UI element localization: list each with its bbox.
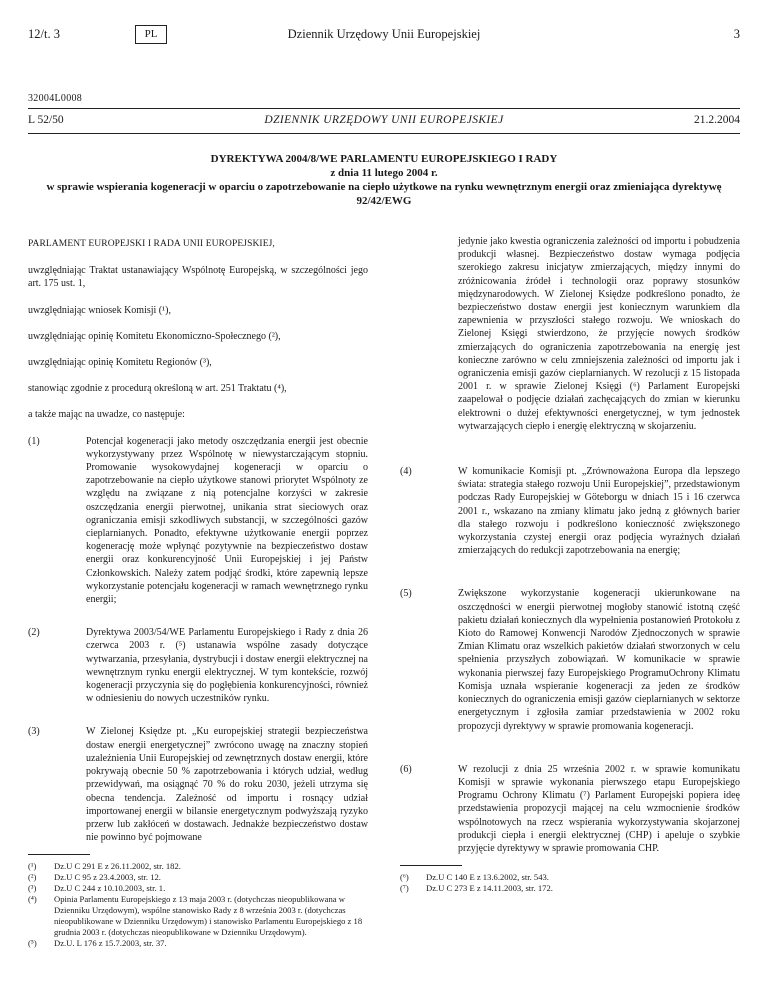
footnote-text: Dz.U C 273 E z 14.11.2003, str. 172. [426, 883, 553, 894]
recital [400, 763, 740, 855]
citation: uwzględniając opinię Komitetu Regionów (³), [28, 357, 212, 369]
citation: uwzględniając opinię Komitetu Ekonomiczno-Społecznego (²), [28, 330, 281, 342]
recital-continuation [400, 235, 740, 433]
publication-date: 21.2.2004 [694, 114, 740, 126]
title-line: DYREKTYWA 2004/8/WE PARLAMENTU EUROPEJSKIEGO I RADY [210, 153, 558, 165]
footnote-text: Opinia Parlamentu Europejskiego z 13 maja 2003 r. (dotychczas nieopublikowana w Dzienniku Urzędowym), wspólne stanowisko Rady z 8 września 2003 r. (dotychczas nieopublikowane w Dzienniku Urzędowym) i stanowisko Parlamentu Europejskiego z 18 grudnia 2003 r. (dotychczas nieopublikowane w Dzienniku Urzędowym). [54, 894, 363, 938]
footnote [28, 861, 368, 872]
issue-reference: L 52/50 [28, 114, 64, 126]
footnote [28, 938, 368, 949]
recital-text: W rezolucji z dnia 25 września 2002 r. w sprawie komunikatu Komisji w sprawie wykonania pierwszego etapu Europejskiego Programu Ochrony Klimatu (⁷) Parlament Europejski popiera ideę przedstawienia propozycji mającej na celu wzmocnienie środków wspólnotowych na rzecz wspierania wykorzystywania skojarzonej produkcji ciepła i energii elektrycznej (CHP) i apeluje o szybkie przyjęcie dyrektywy w sprawie promowania CHP. [458, 763, 740, 854]
title-line: w sprawie wspierania kogeneracji w oparciu o zapotrzebowanie na ciepło użytkowe na rynku wewnętrznym energii oraz zmieniająca dyrektywę 92/42/EWG [46, 181, 722, 207]
recital [28, 626, 368, 705]
recital-text: Zwiększone wykorzystanie kogeneracji ukierunkowane na oszczędności w energii pierwotnej mogłoby stanowić istotną część pakietu działań koniecznych dla wypełnienia postanowień Protokołu z Kioto do Ramowej Konwencji Narodów Zjednoczonych w sprawie Zmian Klimatu oraz wszelkich pakietów działań stworzonych w celu spełnienia przyszłych zobowiązań. W komunikacie w sprawie wykonania pierwszej fazy Europejskiego ProgramuOchrony Klimatu Komisja uznała wspieranie kogeneracji za jeden ze środków koniecznych do ograniczenia emisji gazów cieplarnianych w sektorze energetycznym i zgłosiła zamiar przedstawienia w 2002 roku propozycji dyrektywy w sprawie promowania kogeneracji. [458, 588, 740, 732]
recital-text: jedynie jako kwestia ograniczenia zależności od importu i pobudzenia produkcji własnej. Bezpieczeństwo dostaw wymaga podjęcia szerokiego zakresu inicjatyw zmierzających, między innymi do zróżnicowania źródeł i technologii oraz poprawy stosunków międzynarodowych. W Zielonej Księdze podkreślono ponadto, że bezpieczeństwo dostaw energii jest koniecznym warunkiem dla zapewnienia w przyszłości stałego rozwoju. We wnioskach do Zielonej Księgi stwierdzono, że przyjęcie nowych środków zmierzających do ograniczenia zapotrzebowania na energię jest konieczne zarówno w celu zmniejszenia zależności od importu jak i ograniczenia emisji gazów cieplarnianych. W rezolucji z 15 listopada 2001 r. w sprawie Zielonej Księgi (⁶) Parlament Europejski zaapelował o podjęcie działań zachęcających do zmian w kierunku elektrowni o dużej efektywności energetycznej, w tym jednostek wytwarzających ciepło i energię elektryczną w skojarzeniu. [458, 236, 740, 432]
footnote [28, 894, 368, 938]
page-number: 3 [733, 27, 740, 41]
footnote-number: (⁴) [28, 894, 37, 905]
journal-title: Dziennik Urzędowy Unii Europejskiej [287, 27, 481, 41]
footnote [28, 883, 368, 894]
recital [28, 435, 368, 607]
recital [28, 725, 368, 844]
citation: uwzględniając wniosek Komisji (¹), [28, 304, 171, 316]
footnote-text: Dz.U C 140 E z 13.6.2002, str. 543. [426, 872, 549, 883]
preamble-authors: PARLAMENT EUROPEJSKI I RADA UNII EUROPEJSKIEJ, [28, 239, 275, 249]
citation: stanowiąc zgodnie z procedurą określoną w art. 251 Traktatu (⁴), [28, 383, 287, 395]
left-column [28, 238, 368, 949]
footnote [400, 883, 740, 894]
recital-text: W komunikacie Komisji pt. „Zrównoważona Europa dla lepszego świata: strategia stałego rozwoju Unii Europejskiej”, przedstawionym podczas Rady Europejskiej w Göteborgu w dniach 15 i 16 czerwca 2001 r., wskazano na zmiany klimatu jako jedną z głównych barier dla stałego rozwoju i podkreślono konieczność zwiększonego wykorzystania czystej energii oraz podjęcia wyraźnych działań zmierzających do redukcji zapotrzebowania na energię; [458, 466, 740, 557]
page-ref: 12/t. 3 [28, 27, 60, 41]
recital-number: (3) [28, 726, 40, 738]
original-journal-title: DZIENNIK URZĘDOWY UNII EUROPEJSKIEJ [264, 114, 504, 126]
footnote-number: (²) [28, 872, 37, 883]
recital-number: (2) [28, 627, 40, 639]
recital-number: (6) [400, 763, 412, 775]
recital-text: Potencjał kogeneracji jako metody oszczędzania energii jest obecnie wykorzystywany przez Wspólnotę w niewystarczającym stopniu. Promowanie wysokowydajnej kogeneracji w oparciu o zapotrzebowanie na ciepło użytkowe stanowi priorytet Wspólnoty ze względu na związane z nią potencjalne korzyści w zakresie oszczędzania energii pierwotnej, unikania strat sieciowych oraz ograniczania emisji szkodliwych substancji, w szczególności gazów cieplarnianych. Ponadto, efektywne użytkowanie energii poprzez kogenerację może wpłynąć pozytywnie na bezpieczeństwo dostaw energii oraz konkurencyjność Unii Europejskiej i jej Państw Członkowskich. Należy zatem podjąć środki, które zapewnią lepsze wykorzystanie potencjału kogeneracji w ramach wewnętrznego rynku energii; [86, 435, 368, 606]
footnote-text: Dz.U C 244 z 10.10.2003, str. 1. [54, 883, 166, 894]
divider [28, 133, 740, 134]
citation: uwzględniając Traktat ustanawiający Wspólnotę Europejską, w szczególności jego art. 175 ust. 1, [28, 265, 368, 290]
footnote-number: (⁷) [400, 883, 409, 894]
footnote-divider [28, 854, 90, 855]
language-badge: PL [135, 25, 167, 44]
recital [400, 587, 740, 732]
original-header [28, 114, 740, 130]
document-title [28, 152, 740, 208]
recital-text: W Zielonej Księdze pt. „Ku europejskiej strategii bezpieczeństwa dostaw energii energetycznej” zwrócono uwagę na znaczny stopień uzależnienia Unii Europejskiej od zewnętrznych dostaw energii, które pokrywają obecnie 50 % zapotrzebowania i których udział, według przewidywań, ma osiągnąć 70 % do roku 2030, jeżeli utrzyma się obecna tendencja. Zależność od importu i rosnący udział importowanej energii w bilansie energetycznym podwyższają ryzyko przerw lub zakłóceń w dostawach. Jednakże bezpieczeństwo dostaw nie powinno być pojmowane [86, 726, 368, 844]
footnote-text: Dz.U C 95 z 23.4.2003, str. 12. [54, 872, 161, 883]
right-column [400, 235, 740, 894]
recital-number: (5) [400, 588, 412, 600]
footnote-number: (³) [28, 883, 37, 894]
footnote-text: Dz.U C 291 E z 26.11.2002, str. 182. [54, 861, 181, 872]
footnote-number: (¹) [28, 861, 37, 872]
footnote-number: (⁵) [28, 938, 37, 949]
running-header [28, 24, 740, 46]
footnote-text: Dz.U. L 176 z 15.7.2003, str. 37. [54, 938, 167, 949]
citation: a także mając na uwadze, co następuje: [28, 409, 185, 421]
footnote-divider [400, 865, 462, 866]
title-line: z dnia 11 lutego 2004 r. [330, 167, 438, 179]
recital-number: (4) [400, 466, 412, 478]
footnote [28, 872, 368, 883]
footnote-number: (⁶) [400, 872, 409, 883]
recital-number: (1) [28, 435, 40, 447]
footnote [400, 872, 740, 883]
divider [28, 108, 740, 109]
celex-number: 32004L0008 [28, 93, 83, 104]
recital-text: Dyrektywa 2003/54/WE Parlamentu Europejskiego i Rady z dnia 26 czerwca 2003 r. (⁵) ustanawia wspólne zasady dotyczące wytwarzania, przesyłania, dystrybucji i dostaw energii elektrycznej na wewnętrznym rynku energii elektrycznej. W tym kontekście, rozwój kogeneracji przyczynia się do pogłębienia konkurencyjności, również w odniesieniu do nowych uczestników rynku. [86, 627, 368, 705]
recital [400, 465, 740, 557]
